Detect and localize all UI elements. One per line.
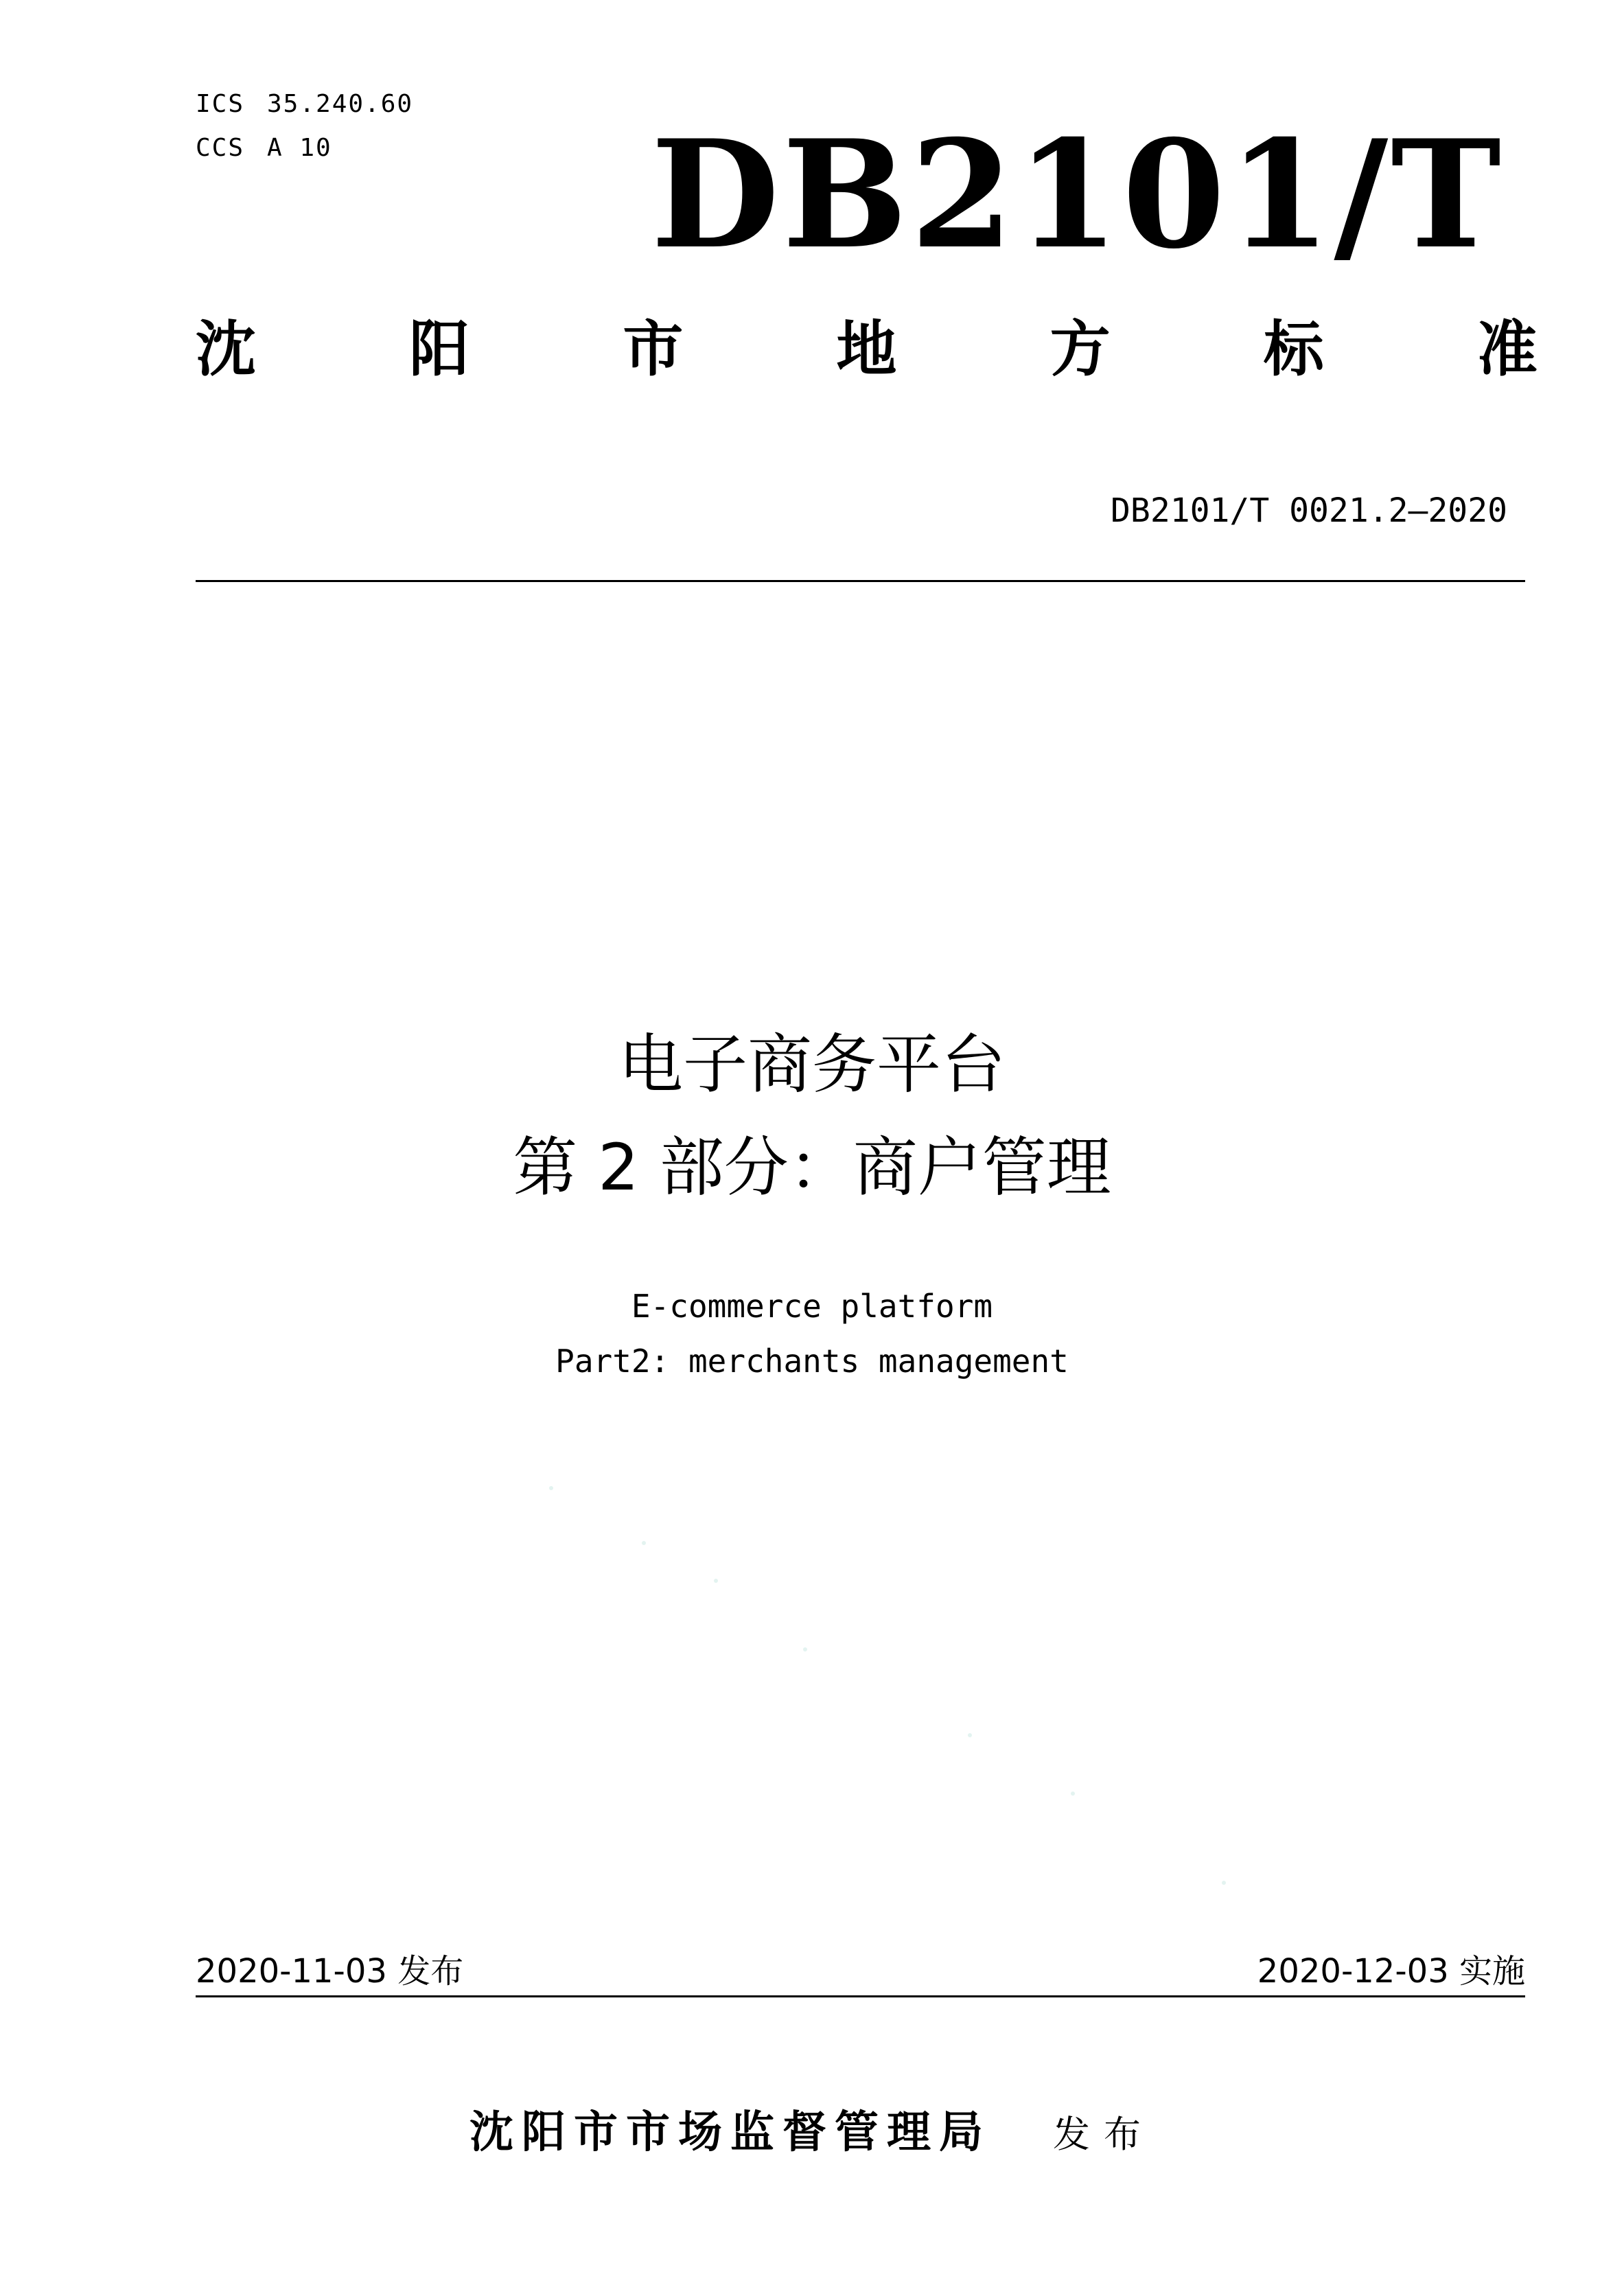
- speckle: [1222, 1881, 1226, 1885]
- standard-type-char: 地: [836, 314, 897, 384]
- speckle: [968, 1733, 972, 1737]
- standard-type-char: 阳: [409, 314, 470, 384]
- header-divider: [196, 580, 1525, 582]
- ccs-code: A 10: [267, 134, 332, 162]
- title-en-line2: Part2: merchants management: [555, 1343, 1069, 1380]
- standard-type-char: 准: [1476, 314, 1538, 384]
- standard-type: [196, 314, 1538, 384]
- speckle: [1071, 1791, 1075, 1796]
- issuer-organization: 沈阳市市场监督管理局: [469, 2107, 991, 2158]
- ics-row: [196, 82, 413, 126]
- standard-type-char: 沈: [196, 314, 257, 384]
- ccs-row: [196, 126, 413, 170]
- speckle: [549, 1486, 553, 1490]
- classification-codes: [196, 82, 413, 170]
- issuer-action: 发布: [1053, 2113, 1155, 2156]
- ics-label: ICS: [196, 90, 245, 118]
- speckle: [642, 1541, 646, 1545]
- speckle: [714, 1579, 718, 1583]
- standard-number: DB2101/T 0021.2—2020: [1111, 491, 1507, 530]
- ccs-label: CCS: [196, 134, 245, 162]
- standard-type-char: 标: [1263, 314, 1324, 384]
- footer-divider: [196, 1995, 1525, 1997]
- title-cn-line2: 第 2 部分：商户管理: [513, 1130, 1111, 1205]
- implementation-date: 2020-12-03 实施: [1257, 1952, 1525, 1991]
- issuer: [0, 2107, 1624, 2158]
- speckle: [803, 1647, 807, 1651]
- issue-date: 2020-11-03 发布: [196, 1952, 464, 1991]
- standard-brand: DB2101/T: [651, 107, 1504, 281]
- title-cn-line1: 电子商务平台: [618, 1028, 1006, 1102]
- ics-code: 35.240.60: [267, 90, 414, 118]
- standard-type-char: 市: [623, 314, 684, 384]
- standard-type-char: 方: [1049, 314, 1111, 384]
- title-en-line1: E-commerce platform: [631, 1288, 993, 1325]
